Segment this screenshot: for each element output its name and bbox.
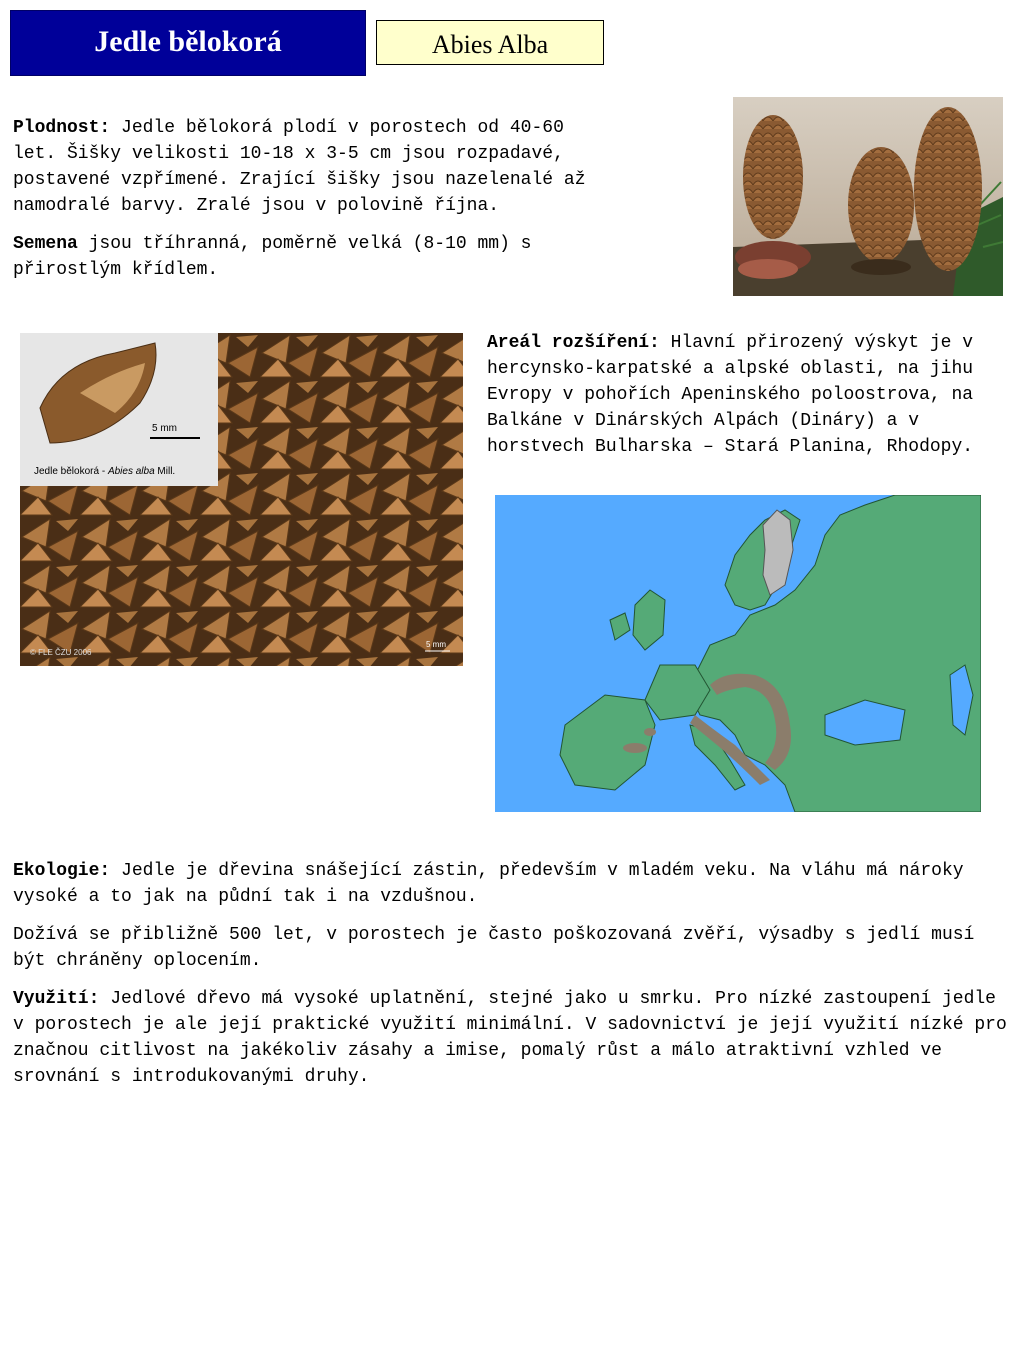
plodnost-text: Jedle bělokorá plodí v porostech od 40-60 let. Šišky velikosti 10-18 x 3-5 cm jsou rozpadavé, postavené vzpřímené. Zrající šišky jsou nazelenalé až namodralé barvy. Zralé jsou v polovině října. [13, 118, 586, 216]
plodnost-block [13, 115, 613, 295]
page-title: Jedle bělokorá [94, 25, 282, 58]
vyuziti-text: Jedlové dřevo má vysoké uplatnění, stejné jako u smrku. Pro nízké zastoupení jedle v porostech je ale její praktické využití minimální. V sadovnictví je její využití nízké pro značnou citlivost na jakékoliv zásahy a imise, pomalý růst a málo atraktivní vzhled ve srovnání s introdukovanými druhy. [13, 989, 1007, 1087]
seeds-scale-label: 5 mm [152, 423, 177, 434]
seeds-copyright: © FLE ČZU 2006 [30, 648, 92, 657]
semena-text: jsou tříhranná, poměrně velká (8-10 mm) s přirostlým křídlem. [13, 234, 532, 280]
plodnost-paragraph [13, 115, 613, 219]
seeds-caption-species: Abies alba [107, 466, 155, 477]
semena-label: Semena [13, 234, 78, 254]
cones-photo [733, 97, 1003, 296]
title-banner [10, 10, 366, 76]
areal-paragraph [487, 330, 1017, 460]
distribution-map [495, 495, 981, 812]
ekologie-text: Jedle je dřevina snášející zástin, především v mladém veku. Na vláhu má nároky vysoké a to jak na půdní tak i na vzdušnou. [13, 861, 964, 907]
latin-name-box [376, 20, 604, 65]
ekologie-label: Ekologie: [13, 861, 111, 881]
ekologie-paragraph [13, 858, 1013, 910]
seeds-caption-prefix: Jedle bělokorá - [34, 466, 108, 477]
vyuziti-label: Využití: [13, 989, 100, 1009]
areal-label: Areál rozšíření: [487, 333, 660, 353]
latin-name: Abies Alba [431, 30, 549, 59]
seeds-photo [20, 333, 463, 666]
semena-paragraph [13, 231, 613, 283]
seeds-corner-scale-label: 5 mm [426, 640, 446, 649]
areal-text: Hlavní přirozený výskyt je v hercynsko-karpatské a alpské oblasti, na jihu Evropy v pohořích Apeninského poloostrova, na Balkáne v Dinárských Alpách (Dináry) a v horstvech Bulharska – Stará Planina, Rhodopy. [487, 333, 974, 457]
vyuziti-paragraph [13, 986, 1013, 1090]
seeds-inset-caption [34, 466, 175, 477]
plodnost-label: Plodnost: [13, 118, 111, 138]
ekologie-block [13, 858, 1013, 1102]
areal-block [487, 330, 1017, 472]
dozije-paragraph: Dožívá se přibližně 500 let, v porostech je často poškozovaná zvěří, výsadby s jedlí musí být chráněny oplocením. [13, 925, 975, 971]
seeds-caption-suffix: Mill. [154, 466, 176, 477]
